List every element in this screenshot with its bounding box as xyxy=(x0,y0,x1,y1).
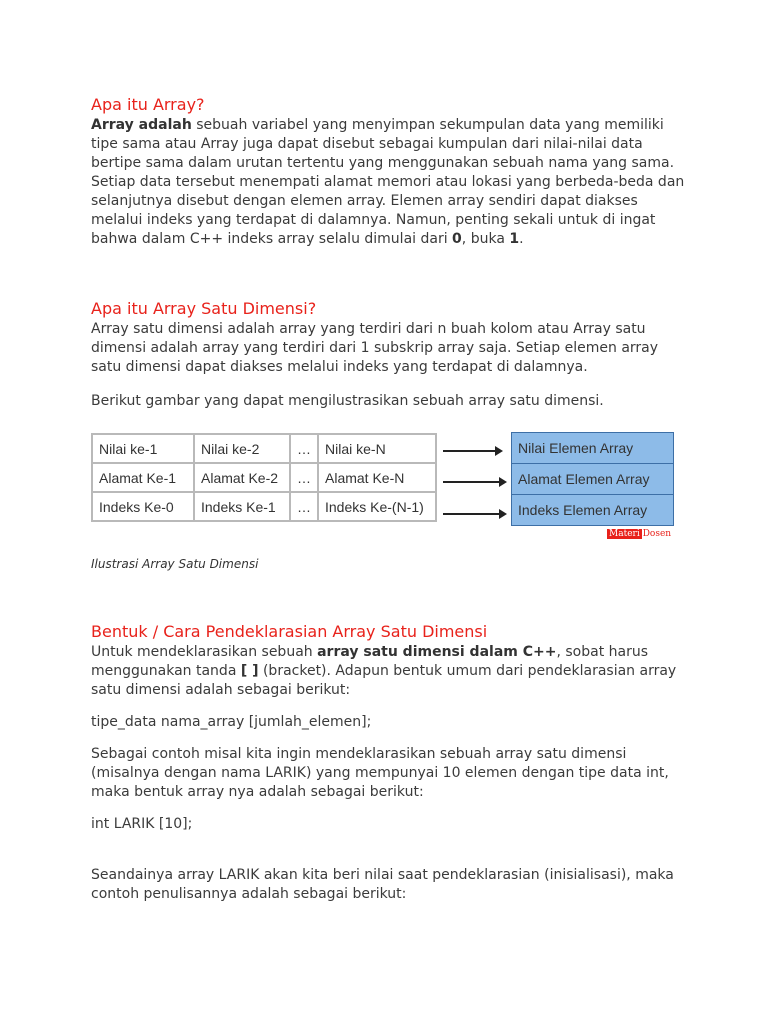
table-cell: Indeks Ke-1 xyxy=(194,492,290,521)
table-cell: Nilai ke-1 xyxy=(92,434,194,463)
article xyxy=(91,94,691,411)
legend-alamat: Alamat Elemen Array xyxy=(511,463,674,495)
array-table xyxy=(91,433,437,522)
figure-caption: Ilustrasi Array Satu Dimensi xyxy=(91,557,259,571)
paragraph-array-definition: Array adalah sebuah variabel yang menyimpan sekumpulan data yang memiliki tipe sama atau Array juga dapat disebut sebagai kumpulan dari nilai-nilai data bertipe sama dalam urutan tertentu yang menggunakan sebuah nama yang sama. Setiap data tersebut menempati alamat memori atau lokasi yang berbeda-beda dan selanjutnya disebut dengan elemen array. Elemen array sendiri dapat diakses melalui indeks yang terdapat di dalamnya. Namun, penting sekali untuk di ingat bahwa dalam C++ indeks array selalu dimulai dari 0, buka 1. xyxy=(91,117,685,247)
article-section-3 xyxy=(91,621,691,904)
table-cell: … xyxy=(290,434,318,463)
table-cell: … xyxy=(290,463,318,492)
table-row xyxy=(92,492,436,521)
heading-pendeklarasian: Bentuk / Cara Pendeklarasian Array Satu Dimensi xyxy=(91,622,488,641)
code-syntax: tipe_data nama_array [jumlah_elemen]; xyxy=(91,714,372,730)
table-cell: Alamat Ke-N xyxy=(318,463,436,492)
table-cell: Nilai ke-N xyxy=(318,434,436,463)
table-cell: … xyxy=(290,492,318,521)
array-illustration xyxy=(91,433,677,539)
table-cell: Alamat Ke-2 xyxy=(194,463,290,492)
arrow-right-icon xyxy=(443,450,501,452)
legend-boxes xyxy=(511,433,674,526)
legend-nilai: Nilai Elemen Array xyxy=(511,432,674,464)
table-cell: Nilai ke-2 xyxy=(194,434,290,463)
table-cell: Alamat Ke-1 xyxy=(92,463,194,492)
code-example: int LARIK [10]; xyxy=(91,816,193,832)
paragraph-inisialisasi: Seandainya array LARIK akan kita beri nilai saat pendeklarasian (inisialisasi), maka contoh penulisannya adalah sebagai berikut: xyxy=(91,867,674,902)
paragraph-satu-dimensi: Array satu dimensi adalah array yang terdiri dari n buah kolom atau Array satu dimensi adalah array yang terdiri dari 1 subskrip array saja. Setiap elemen array satu dimensi dapat diakses melalui indeks yang terdapat di dalamnya. xyxy=(91,321,659,375)
paragraph-cara-deklarasi: Untuk mendeklarasikan sebuah array satu dimensi dalam C++, sobat harus menggunakan tanda [ ] (bracket). Adapun bentuk umum dari pendeklarasian array satu dimensi adalah sebagai berikut: xyxy=(91,644,677,698)
paragraph-contoh: Sebagai contoh misal kita ingin mendeklarasikan sebuah array satu dimensi (misalnya dengan nama LARIK) yang mempunyai 10 elemen dengan tipe data int, maka bentuk array nya adalah sebagai berikut: xyxy=(91,746,669,800)
table-cell: Indeks Ke-0 xyxy=(92,492,194,521)
table-row xyxy=(92,463,436,492)
paragraph-berikut-gambar: Berikut gambar yang dapat mengilustrasikan sebuah array satu dimensi. xyxy=(91,393,604,409)
heading-array-satu-dimensi: Apa itu Array Satu Dimensi? xyxy=(91,299,317,318)
heading-apa-itu-array: Apa itu Array? xyxy=(91,95,205,114)
arrow-right-icon xyxy=(443,513,505,515)
legend-indeks: Indeks Elemen Array xyxy=(511,494,674,526)
bold-array-adalah: Array adalah xyxy=(91,117,192,133)
table-row xyxy=(92,434,436,463)
watermark-logo: Materi Dosen xyxy=(609,529,672,539)
arrow-right-icon xyxy=(443,481,505,483)
table-cell: Indeks Ke-(N-1) xyxy=(318,492,436,521)
